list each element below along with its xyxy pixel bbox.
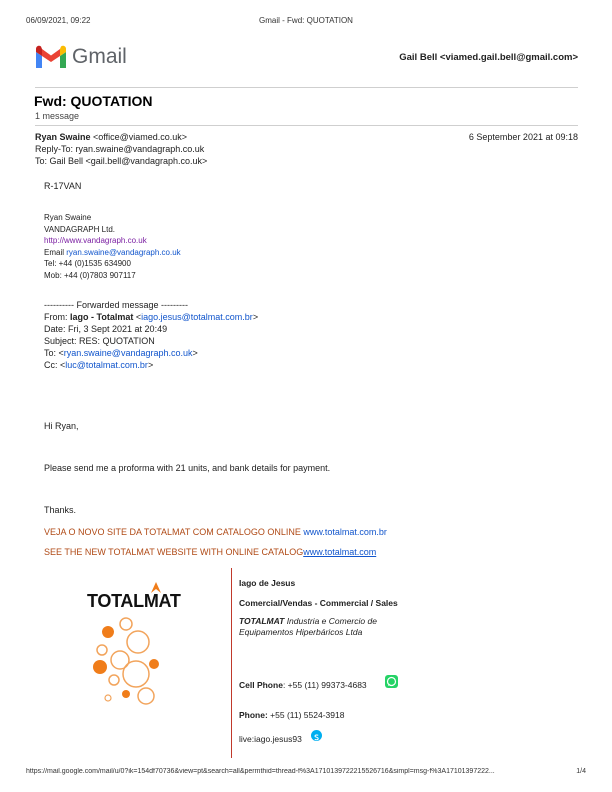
forward-to: To: <ryan.swaine@vandagraph.co.uk> (44, 348, 198, 358)
sig-mob: Mob: +44 (0)7803 907117 (44, 270, 136, 280)
sender-name: Ryan Swaine (35, 132, 91, 142)
phone-label: Phone: (239, 710, 268, 720)
promo-english (44, 547, 376, 557)
promo-en-text: SEE THE NEW TOTALMAT WEBSITE WITH ONLINE CATALOG (44, 547, 304, 557)
gmail-wordmark: Gmail (72, 45, 127, 68)
header-divider (35, 87, 578, 88)
company-line2: Equipamentos Hiperbáricos Ltda (239, 627, 363, 637)
skype-icon[interactable] (311, 730, 322, 741)
cell-number: : +55 (11) 99373-4683 (282, 680, 367, 690)
whatsapp-icon[interactable] (385, 675, 398, 688)
sig-email-line (44, 247, 181, 259)
skype-line: live:iago.jesus93 (239, 734, 302, 744)
forward-subject: Subject: RES: QUOTATION (44, 336, 155, 346)
greeting: Hi Ryan, (44, 421, 79, 431)
totalmat-company (239, 616, 377, 638)
subject-divider (35, 125, 578, 126)
reply-to: Reply-To: ryan.swaine@vandagraph.co.uk (35, 144, 205, 154)
forward-from: From: Iago - Totalmat <iago.jesus@totalmat.com.br> (44, 312, 259, 322)
to-recipient: To: Gail Bell <gail.bell@vandagraph.co.uk> (35, 156, 208, 166)
phone-line (239, 710, 344, 720)
gmail-logo-icon (34, 44, 68, 70)
cell-label: Cell Phone (239, 680, 283, 690)
iago-role: Comercial/Vendas - Commercial / Sales (239, 598, 398, 608)
print-datetime: 06/09/2021, 09:22 (26, 16, 91, 25)
forward-from-name: Iago - Totalmat (70, 312, 134, 322)
thread-subject: Fwd: QUOTATION (34, 93, 153, 109)
cell-phone-line (239, 680, 367, 690)
sig-email-label: Email (44, 247, 65, 257)
sig-name: Ryan Swaine (44, 213, 92, 222)
message-date: 6 September 2021 at 09:18 (468, 132, 578, 142)
bubbles-logo-icon (88, 612, 178, 712)
print-title: Gmail - Fwd: QUOTATION (259, 16, 353, 25)
ryan-signature (44, 212, 181, 282)
forward-cc: Cc: <luc@totalmat.com.br> (44, 360, 154, 370)
page-number: 1/4 (576, 768, 586, 775)
forward-to-email-link[interactable]: ryan.swaine@vandagraph.co.uk (63, 348, 193, 358)
reference-code: R-17VAN (44, 181, 82, 191)
message-thanks: Thanks. (44, 505, 77, 515)
forward-date: Date: Fri, 3 Sept 2021 at 20:49 (44, 324, 168, 334)
totalmat-logo-text: TOTALMAT (87, 591, 181, 611)
forward-separator: ---------- Forwarded message --------- (44, 300, 188, 310)
sig-email-link[interactable]: ryan.swaine@vandagraph.co.uk (66, 247, 181, 257)
phone-number: +55 (11) 5524-3918 (267, 710, 345, 720)
forward-cc-email-link[interactable]: luc@totalmat.com.br (65, 360, 148, 370)
message-from (35, 132, 187, 142)
company-bold: TOTALMAT (239, 616, 285, 626)
print-url: https://mail.google.com/mail/u/0?ik=154df70736&view=pt&search=all&permthid=thread-f%3A1710139722215526716&simpl=msg-f%3A17101397222... (26, 768, 495, 775)
sender-email: <office@viamed.co.uk> (93, 132, 188, 142)
sig-website-link[interactable]: http://www.vandagraph.co.uk (44, 236, 147, 246)
totalmat-roof-icon (150, 580, 162, 594)
iago-name: Iago de Jesus (239, 578, 296, 588)
forward-from-email-link[interactable]: iago.jesus@totalmat.com.br (141, 312, 253, 322)
promo-portuguese (44, 527, 387, 537)
company-rest: Industria e Comercio de (284, 616, 377, 626)
signature-divider (231, 568, 232, 758)
promo-en-link[interactable]: www.totalmat.com (303, 547, 377, 557)
forwarded-header (44, 299, 258, 371)
message-body: Please send me a proforma with 21 units, and bank details for payment. (44, 463, 331, 473)
account-identity: Gail Bell <viamed.gail.bell@gmail.com> (399, 52, 578, 63)
promo-pt-link[interactable]: www.totalmat.com.br (303, 527, 387, 537)
sig-company: VANDAGRAPH Ltd. (44, 224, 115, 234)
message-count: 1 message (35, 111, 80, 121)
promo-pt-text: VEJA O NOVO SITE DA TOTALMAT COM CATALOGO ONLINE (44, 527, 301, 537)
sig-tel: Tel: +44 (0)1535 634900 (44, 259, 131, 269)
